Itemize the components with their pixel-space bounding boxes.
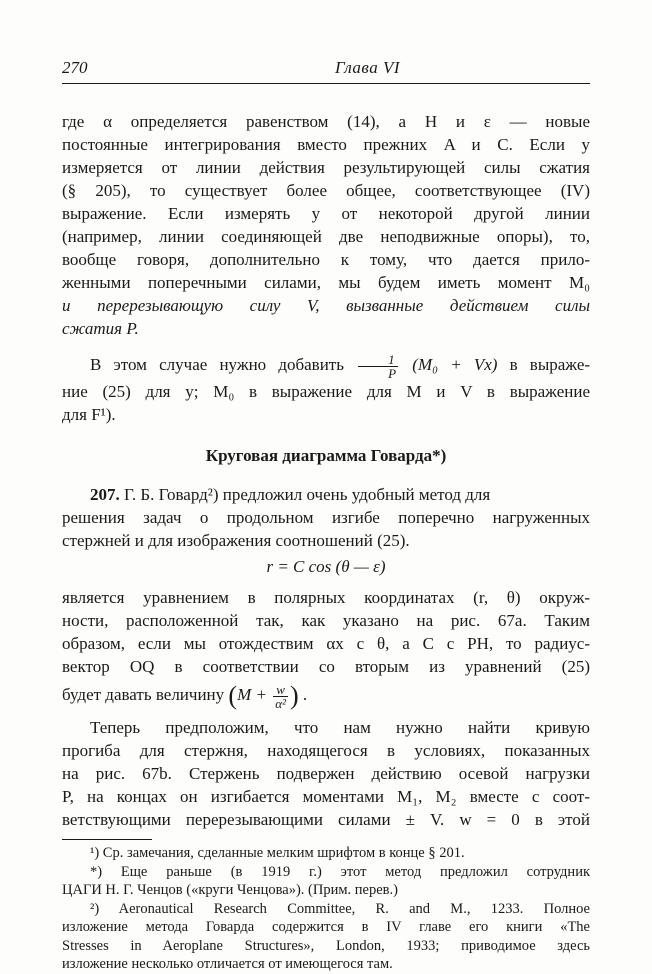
text-line: ветствующими перерезывающими силами ± V. w = 0 в этой: [62, 810, 590, 829]
left-paren: (: [228, 681, 238, 711]
text-line: P, на концах он изгибается моментами M₁, M₂ вместе с соот-: [62, 787, 590, 806]
fraction-denominator: P: [388, 365, 397, 381]
book-page: [62, 58, 590, 974]
text-line: вектор OQ в соответствии со вторым из уравнений (25): [62, 657, 590, 676]
text-line: на рис. 67b. Стержень подвержен действию осевой нагрузки: [62, 764, 590, 783]
text-line: постоянные интегрирования вместо прежних A и C. Если y: [62, 135, 590, 154]
section-number: 207.: [90, 485, 120, 504]
text-line: (§ 205), то существует более общее, соответствующее (IV): [62, 181, 590, 200]
footnote-line: ²) Aeronautical Research Committee, R. and M., 1233. Полное: [90, 900, 590, 917]
footnote-line: ЦАГИ Н. Г. Ченцов («круги Ченцова»). (Прим. перев.): [62, 882, 398, 898]
text-line: Теперь предположим, что нам нужно найти кривую: [90, 718, 590, 737]
equation: r = C cos (θ — ε): [266, 557, 386, 576]
text-line: (например, линии соединяющей две неподвижные опоры), то,: [62, 227, 590, 246]
text-line: стержней и для изображения соотношений (25).: [62, 531, 410, 550]
section-title: Круговая диаграмма Говарда*): [205, 446, 447, 465]
footnote-line: ¹) Ср. замечания, сделанные мелким шрифтом в конце § 201.: [90, 845, 465, 861]
footnotes: [62, 844, 590, 974]
footnote-line: изложение метода Говарда содержится в IV главе его книги «The: [62, 919, 590, 935]
fraction-denominator: α²: [275, 695, 286, 711]
text-line: [62, 483, 590, 506]
text-line: для F¹).: [62, 405, 116, 424]
fraction-numerator: 1: [358, 353, 398, 367]
fraction: [358, 353, 398, 380]
text-line: выражение. Если измерять y от некоторой другой линии: [62, 204, 590, 223]
paragraph-3: [62, 483, 590, 552]
paragraph-1: [62, 110, 590, 340]
text-line: вообще говоря, дополнительно к тому, что дается прило-: [62, 250, 590, 269]
footnote-line: Stresses in Aeroplane Structures», London, 1933; приводимое здесь: [62, 937, 590, 954]
text-line: прогиба для стержня, находящегося в условиях, показанных: [62, 741, 590, 760]
text-span: В этом случае нужно добавить: [90, 355, 344, 374]
text-line-with-fraction: [62, 678, 590, 712]
text-line: сжатия P.: [62, 319, 139, 338]
fraction: [273, 683, 288, 710]
fraction-numerator: w: [273, 683, 288, 697]
text-line: решения задач о продольном изгибе поперечно нагруженных: [62, 508, 590, 527]
text-line: женными поперечными силами, мы будем иметь момент M₀: [62, 273, 590, 292]
text-line: и перерезывающую силу V, вызванные действием силы: [62, 296, 590, 315]
text-line: образом, если мы отождествим αx с θ, а C с PH, то радиус-: [62, 634, 590, 653]
footnote-line: изложение несколько отличается от имеющегося там.: [62, 956, 393, 972]
text-span: в выраже-: [509, 355, 591, 374]
paragraph-5: [62, 716, 590, 831]
text-line-with-fraction: [62, 350, 590, 380]
text-line: измеряется от линии действия результирующей силы сжатия: [62, 158, 590, 177]
paragraph-4: [62, 586, 590, 712]
text-span: будет давать величину: [62, 685, 225, 704]
text-span: Г. Б. Говард²) предложил очень удобный метод для: [124, 485, 491, 504]
right-paren: ): [289, 681, 299, 711]
running-header: [62, 58, 590, 83]
chapter-title: Глава VI: [335, 58, 400, 77]
page-number: 270: [62, 58, 88, 77]
text-line: является уравнением в полярных координатах (r, θ) окруж-: [62, 588, 590, 607]
math-expression: M +: [237, 685, 267, 704]
footnote-line: *) Еще раньше (в 1919 г.) этот метод предложил сотрудник: [90, 863, 590, 880]
math-expression: (M₀ + Vx): [412, 355, 498, 374]
text-line: ности, расположенной так, как указано на рис. 67a. Таким: [62, 611, 590, 630]
text-line: ние (25) для y; M₀ в выражение для M и V в выражение: [62, 382, 590, 401]
paragraph-2: [62, 350, 590, 426]
text-line: где α определяется равенством (14), а H и ε — новые: [62, 112, 590, 131]
header-rule: [62, 83, 590, 84]
footnote-rule: [62, 839, 152, 840]
text-span: .: [302, 685, 308, 704]
spacer: [62, 340, 590, 350]
